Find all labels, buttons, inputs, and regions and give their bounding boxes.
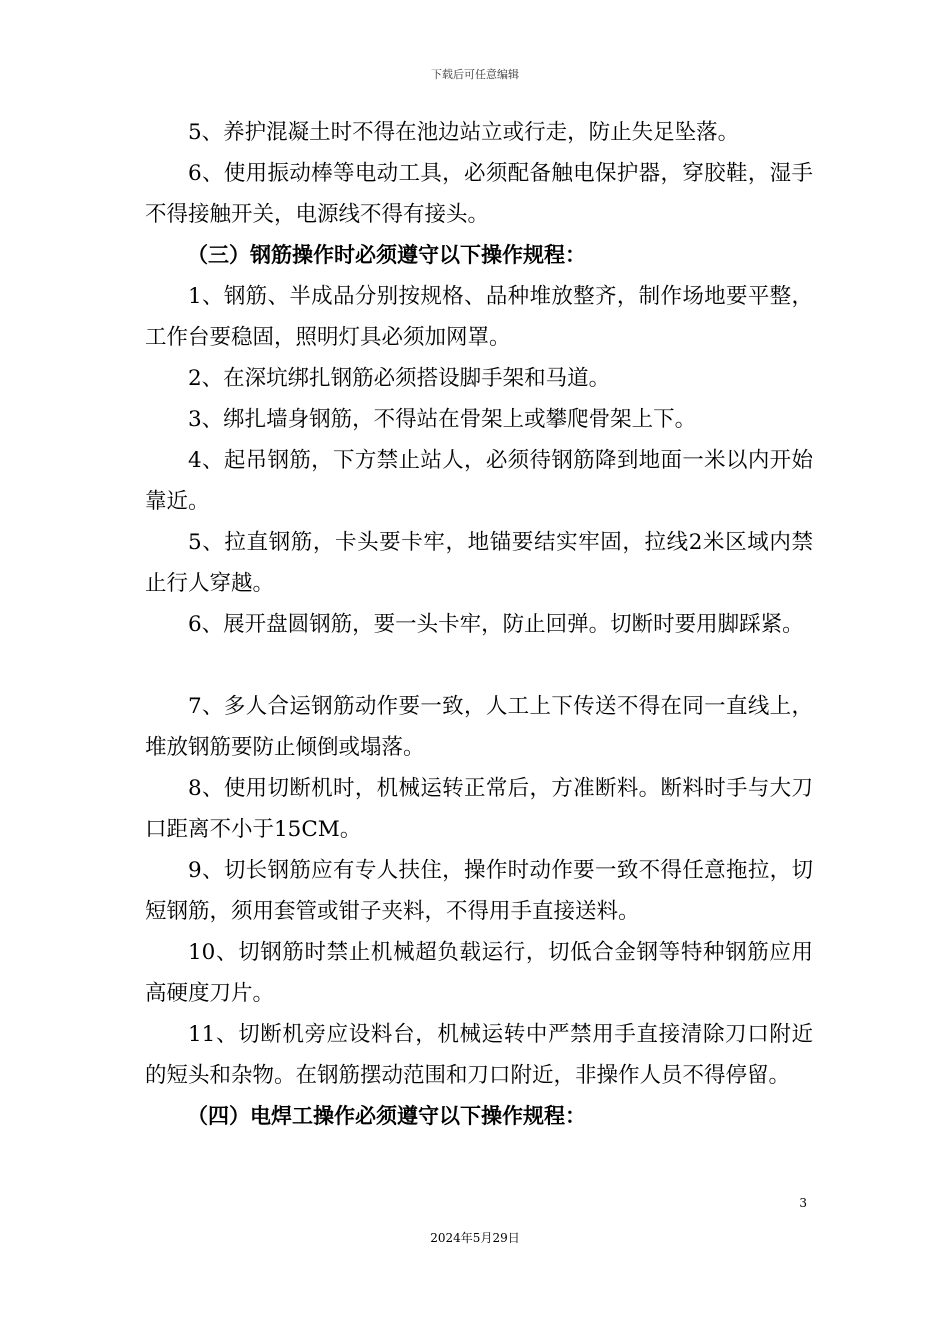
paragraph: 9、切长钢筋应有专人扶住，操作时动作要一致不得任意拖拉，切短钢筋，须用套管或钳子夹料，不得用手直接送料。 [145,858,813,924]
page-header: 下载后可任意编辑 [431,68,519,81]
paragraph: 10、切钢筋时禁止机械超负载运行，切低合金钢等特种钢筋应用高硬度刀片。 [145,940,813,1006]
document-body [145,112,813,1137]
paragraph: 7、多人合运钢筋动作要一致，人工上下传送不得在同一直线上，堆放钢筋要防止倾倒或塌落。 [145,694,813,760]
paragraph: 2、在深坑绑扎钢筋必须搭设脚手架和马道。 [188,366,611,391]
paragraph: 6、展开盘圆钢筋，要一头卡牢，防止回弹。切断时要用脚踩紧。 [188,612,804,637]
footer-date: 2024年5月29日 [430,1231,520,1245]
paragraph: 8、使用切断机时，机械运转正常后，方准断料。断料时手与大刀口距离不小于15CM。 [145,776,813,842]
page-number: 3 [799,1196,807,1210]
paragraph: 11、切断机旁应设料台，机械运转中严禁用手直接清除刀口附近的短头和杂物。在钢筋摆动范围和刀口附近，非操作人员不得停留。 [145,1022,813,1088]
paragraph: 4、起吊钢筋，下方禁止站人，必须待钢筋降到地面一米以内开始靠近。 [145,448,813,514]
blank-line [145,645,813,686]
paragraph: 6、使用振动棒等电动工具，必须配备触电保护器，穿胶鞋，湿手不得接触开关，电源线不得有接头。 [145,161,813,227]
paragraph: 5、拉直钢筋，卡头要卡牢，地锚要结实牢固，拉线2米区域内禁止行人穿越。 [145,530,813,596]
paragraph: 5、养护混凝土时不得在池边站立或行走，防止失足坠落。 [188,120,740,145]
section-heading: （四）电焊工操作必须遵守以下操作规程： [187,1104,586,1128]
section-heading: （三）钢筋操作时必须遵守以下操作规程： [187,243,586,267]
paragraph: 3、绑扎墙身钢筋，不得站在骨架上或攀爬骨架上下。 [188,407,697,432]
paragraph: 1、钢筋、半成品分别按规格、品种堆放整齐，制作场地要平整，工作台要稳固，照明灯具必须加网罩。 [145,284,813,350]
